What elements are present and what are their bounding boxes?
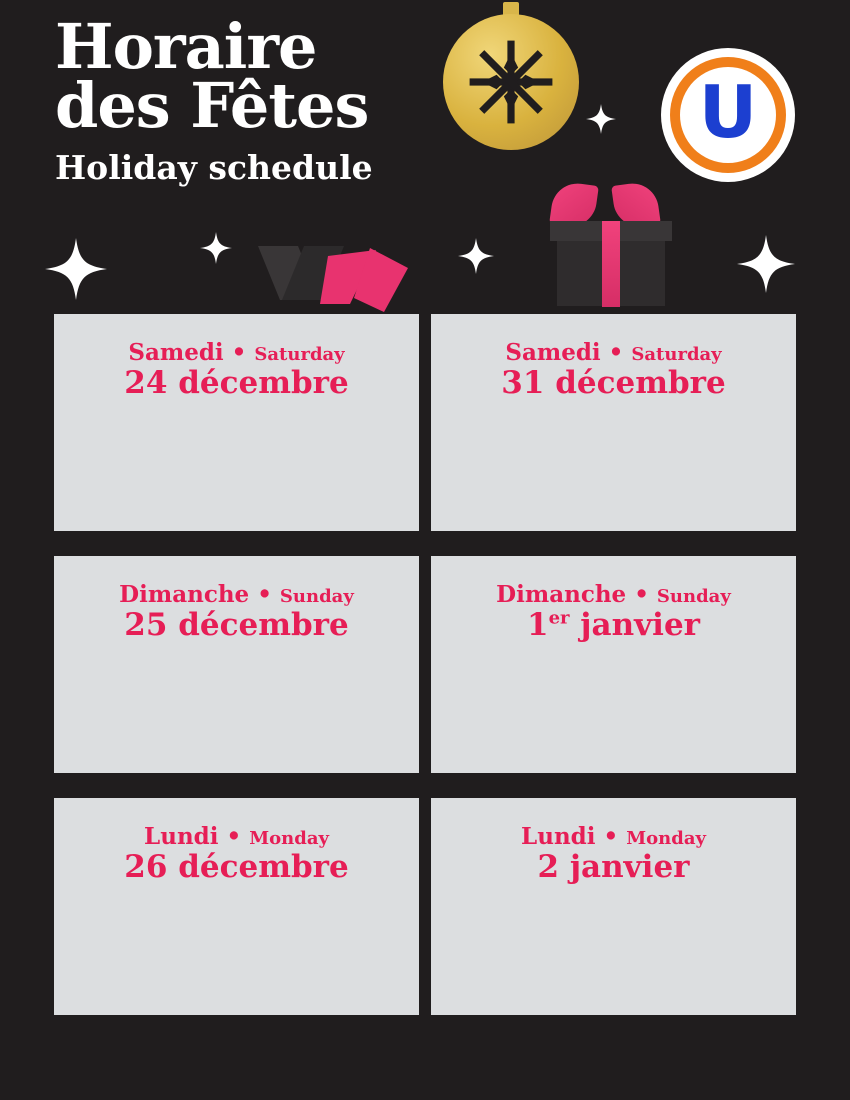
card-day-fr: Samedi — [128, 339, 224, 366]
card-day-fr: Dimanche — [496, 581, 627, 608]
card-day-fr: Samedi — [505, 339, 601, 366]
page-subtitle: Holiday schedule — [55, 147, 373, 187]
header — [0, 0, 850, 310]
card-day-en: Monday — [626, 828, 706, 849]
card-date: 31 décembre — [501, 365, 726, 402]
card-day-separator: • — [608, 339, 624, 366]
sparkle-icon — [200, 232, 232, 264]
card-day-line — [432, 825, 795, 849]
page-title-line-1: Horaire — [55, 10, 317, 83]
card-day-line — [432, 341, 795, 365]
card-day-line — [432, 583, 795, 607]
card-date: 2 janvier — [537, 849, 690, 886]
brand-logo — [661, 48, 795, 182]
page-title-line-2: des Fêtes — [55, 68, 369, 142]
sparkle-icon — [586, 104, 616, 134]
card-date-main: janvier — [569, 607, 700, 644]
card-day-separator: • — [257, 581, 272, 608]
logo-letter: U — [698, 70, 758, 154]
schedule-card — [432, 557, 795, 772]
schedule-card — [55, 557, 418, 772]
schedule-card — [432, 315, 795, 530]
card-date: 25 décembre — [124, 607, 349, 644]
card-day-fr: Dimanche — [119, 581, 250, 608]
snowflake-icon — [466, 37, 556, 127]
card-day-en: Monday — [249, 828, 329, 849]
title-block — [55, 10, 373, 187]
card-day-fr: Lundi — [144, 823, 219, 850]
card-day-en: Sunday — [656, 586, 731, 607]
schedule-card — [55, 315, 418, 530]
card-date: 24 décembre — [124, 365, 349, 402]
gift-ribbon-icon — [602, 221, 620, 307]
card-day-en: Saturday — [631, 344, 722, 365]
sparkle-icon — [737, 235, 795, 293]
card-day-en: Sunday — [279, 586, 354, 607]
card-day-separator: • — [603, 823, 619, 850]
card-day-en: Saturday — [254, 344, 345, 365]
sparkle-icon — [45, 238, 107, 300]
card-date-suffix: er — [548, 607, 570, 629]
card-day-separator: • — [634, 581, 649, 608]
schedule-card — [432, 799, 795, 1014]
schedule-grid — [55, 315, 795, 1014]
logo-ring-white — [680, 67, 776, 163]
card-day-separator: • — [231, 339, 247, 366]
sparkle-icon — [458, 238, 494, 274]
card-day-fr: Lundi — [521, 823, 596, 850]
card-date: 26 décembre — [124, 849, 349, 886]
card-date — [432, 608, 795, 644]
card-day-line — [55, 583, 418, 607]
logo-ring-orange — [670, 57, 786, 173]
card-date-prefix: 1 — [527, 607, 549, 644]
card-day-line — [55, 341, 418, 365]
card-day-separator: • — [226, 823, 242, 850]
leaf-petal-icon — [258, 238, 408, 318]
schedule-card — [55, 799, 418, 1014]
card-day-line — [55, 825, 418, 849]
